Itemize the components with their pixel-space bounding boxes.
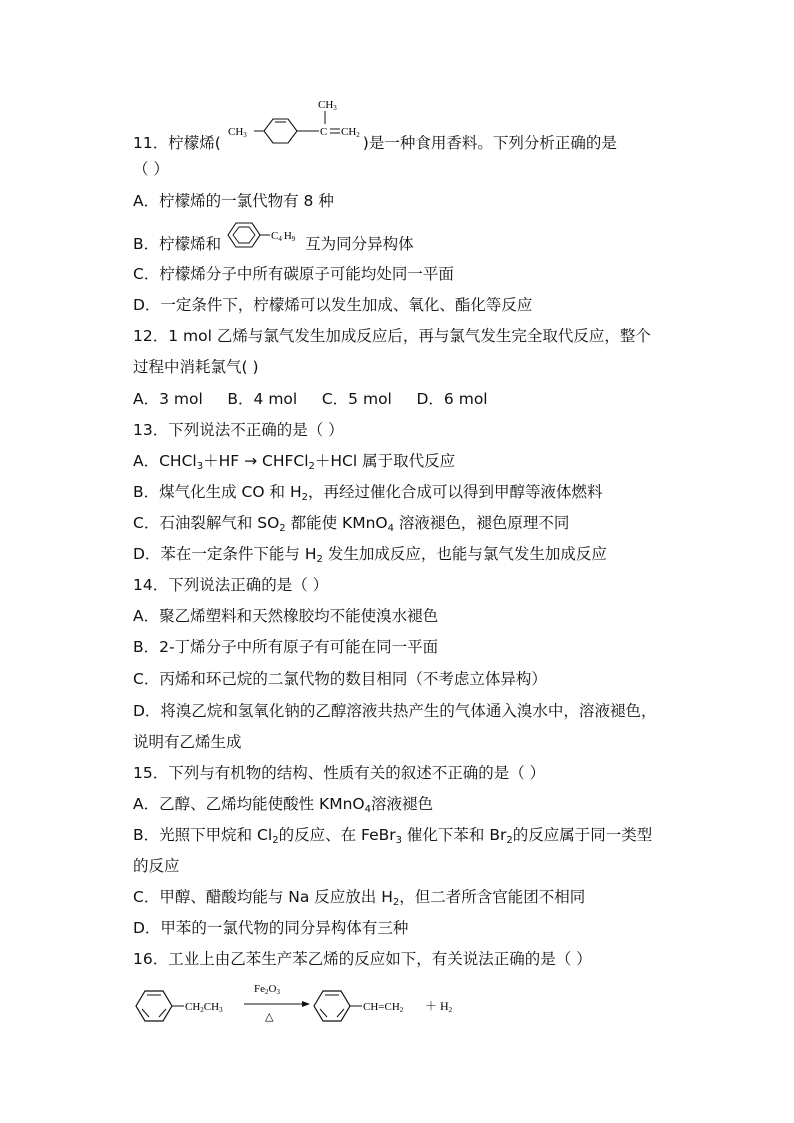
catalyst-label: Fe2O3	[254, 983, 280, 996]
q15-option-d: D．甲苯的一氯代物的同分异构体有三种	[133, 919, 409, 937]
butylbenzene-structure	[224, 218, 308, 252]
q11-option-c: C．柠檬烯分子中所有碳原子可能均处同一平面	[133, 265, 454, 283]
hydrogen-byproduct: ＋ H2	[425, 999, 453, 1014]
q14-option-a: A．聚乙烯塑料和天然橡胶均不能使溴水褪色	[133, 607, 439, 625]
q14-stem: 14．下列说法正确的是（ ）	[133, 576, 329, 594]
q11-stem: 11．柠檬烯( )是一种食用香料。下列分析正确的是	[133, 134, 617, 152]
struct-ch3-top: CH3	[318, 99, 337, 112]
q14-option-d-line2: 说明有乙烯生成	[133, 733, 242, 751]
q15-option-a: A．乙醇、乙烯均能使酸性 KMnO$_4$溶液褪色	[133, 795, 433, 815]
q15-option-c: C．甲醇、醋酸均能与 Na 反应放出 $H_2$，但二者所含官能团不相同	[133, 888, 586, 908]
q14-option-b: B．2-丁烯分子中所有原子有可能在同一平面	[133, 638, 439, 656]
q16-reaction-scheme	[132, 980, 472, 1032]
reactant-formula: CH2CH3	[185, 1001, 223, 1014]
q11-option-a: A．柠檬烯的一氯代物有 8 种	[133, 192, 334, 210]
struct-ch2: CH2	[341, 126, 360, 139]
q15-option-b-line1: B．光照下甲烷和 $Cl_2$的反应、在 FeBr$_3$ 催化下苯和 $Br_2$的反应属于同一类型	[133, 826, 653, 846]
product-formula: CH=CH2	[363, 1001, 404, 1014]
svg-text:C4H9: C4 H9	[271, 230, 296, 243]
q13-option-b: B．煤气化生成 CO 和 $H_2$，再经过催化合成可以得到甲醇等液体燃料	[133, 483, 603, 503]
styrene-ring	[314, 991, 350, 1021]
q16-stem: 16．工业上由乙苯生产苯乙烯的反应如下，有关说法正确的是（ ）	[133, 950, 592, 968]
q13-option-d: D．苯在一定条件下能与 $H_2$ 发生加成反应，也能与氯气发生加成反应	[133, 545, 607, 565]
q12-options: A．3 mol B．4 mol C．5 mol D．6 mol	[133, 390, 488, 408]
q14-option-c: C．丙烯和环己烷的二氯代物的数目相同（不考虑立体异构）	[133, 670, 547, 688]
q13-option-a: A．CHCl$_3$＋HF → CHFCl$_2$＋HCl 属于取代反应	[133, 452, 456, 472]
q12-stem-line1: 12．1 mol 乙烯与氯气发生加成反应后，再与氯气发生完全取代反应，整个	[133, 327, 651, 345]
q11-option-b: B．柠檬烯和 互为同分异构体	[133, 235, 414, 253]
q14-option-d-line1: D．将溴乙烷和氢氧化钠的乙醇溶液共热产生的气体通入溴水中，溶液褪色，	[133, 702, 657, 720]
ethylbenzene-ring	[136, 991, 172, 1021]
q11-paren: （ ）	[133, 160, 169, 178]
q12-stem-line2: 过程中消耗氯气( )	[133, 358, 259, 376]
q15-option-b-line2: 的反应	[133, 857, 180, 875]
struct-c: C	[320, 126, 328, 138]
struct-ch3-left: CH3	[228, 126, 247, 139]
q15-stem: 15．下列与有机物的结构、性质有关的叙述不正确的是（ ）	[133, 764, 546, 782]
q13-stem: 13．下列说法不正确的是（ ）	[133, 421, 344, 439]
q13-option-c: C．石油裂解气和 $SO_2$ 都能使 KMnO$_4$ 溶液褪色，褪色原理不同	[133, 514, 570, 534]
q11-option-d: D．一定条件下，柠檬烯可以发生加成、氧化、酯化等反应	[133, 296, 533, 314]
heat-symbol: △	[265, 1011, 274, 1023]
